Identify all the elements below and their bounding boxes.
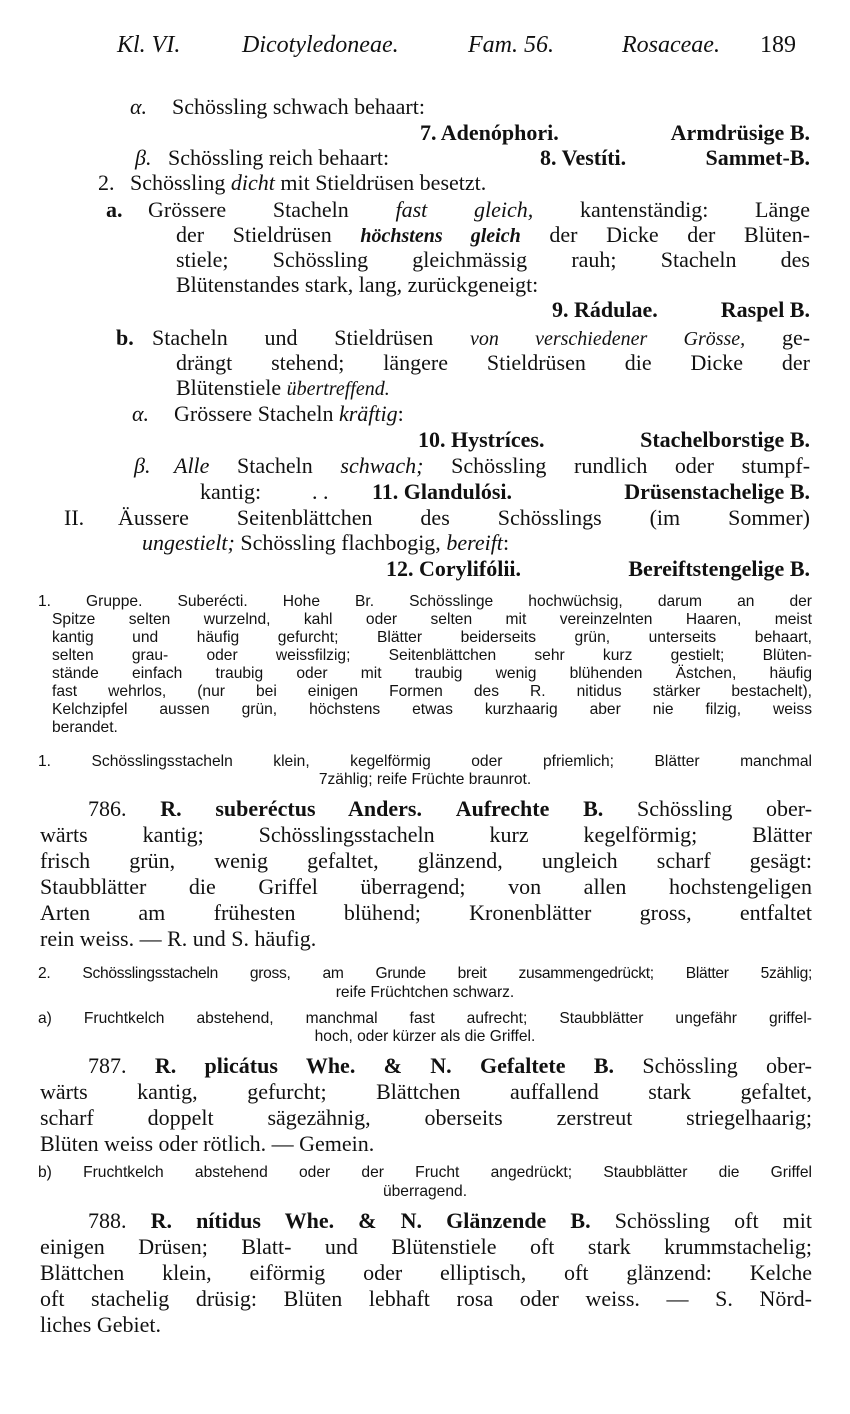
text-span: Schössling ober- <box>642 1053 812 1078</box>
species-line: liches Gebiet. <box>40 1312 161 1337</box>
text-span: ge- <box>781 325 811 350</box>
group-line: fast wehrlos, (nur bei einigen Formen des R. nitidus stärker bestachelt), <box>52 683 812 700</box>
group-line: 1. Gruppe. Suberécti. Hohe Br. Schösslinge hochwüchsig, darum an der <box>38 593 812 610</box>
taxon-name: 7. Adenóphori. <box>420 120 559 145</box>
key-text <box>148 199 810 221</box>
taxon-german-name: Raspel B. <box>720 297 810 322</box>
key-marker: α. <box>130 94 148 119</box>
emphasis-text: fast gleich, <box>395 197 534 222</box>
key-marker: α. <box>132 401 150 426</box>
text-span: Grössere Stacheln <box>148 197 349 222</box>
taxon-name: 9. Rádulae. <box>552 297 658 322</box>
taxon-german-name: Bereiftstengelige B. <box>628 556 810 581</box>
key-text <box>174 403 404 425</box>
subgroup-line: hoch, oder kürzer als die Griffel. <box>314 1028 536 1045</box>
species-line: scharf doppelt sägezähnig, oberseits zerstreut striegelhaarig; <box>40 1105 812 1130</box>
text-span: Schössling flachbogig, <box>240 530 441 555</box>
key-text <box>176 377 390 399</box>
header-family: Fam. 56. <box>468 32 554 58</box>
species-number: 786. <box>88 796 127 821</box>
key-marker: II. <box>64 505 85 530</box>
text-span: Schössling rundlich oder stumpf- <box>451 453 811 478</box>
species-line: Staubblätter die Griffel überragend; von allen hochstengeligen <box>40 874 812 899</box>
key-text <box>174 455 810 477</box>
key-marker: a. <box>106 197 123 222</box>
group-line: selten grau- oder weissfilzig; Seitenblättchen sehr kurz gestielt; Blüten- <box>52 647 812 664</box>
page-number: 189 <box>760 32 796 58</box>
key-text <box>176 224 810 246</box>
text-span: Blütenstiele <box>176 375 282 400</box>
species-line: frisch grün, wenig gefaltet, glänzend, ungleich scharf gesägt: <box>40 848 812 873</box>
text-span: Grössere Stacheln <box>174 401 334 426</box>
emphasis-text: kräftig <box>338 401 398 426</box>
key-text: stiele; Schössling gleichmässig rauh; Stacheln des <box>176 247 810 272</box>
subgroup-line: überragend. <box>382 1183 468 1200</box>
key-text: Schössling schwach behaart: <box>172 94 425 119</box>
subgroup-line: a) Fruchtkelch abstehend, manchmal fast aufrecht; Staubblätter ungefähr griffel- <box>38 1010 812 1027</box>
species-number: 787. <box>88 1053 127 1078</box>
text-span: mit Stieldrüsen besetzt. <box>280 170 487 195</box>
subgroup-line: 2. Schösslingsstacheln gross, am Grunde breit zusammengedrückt; Blätter 5zählig; <box>38 965 812 982</box>
text-span: der Stieldrüsen <box>176 222 332 247</box>
species-line: wärts kantig; Schösslingsstacheln kurz kegelförmig; Blätter <box>40 822 812 847</box>
emphasis-text: Alle <box>174 453 210 478</box>
group-line: stände einfach traubig oder mit traubig wenig blühenden Ästchen, häufig <box>52 665 812 682</box>
key-marker: β. <box>135 145 152 170</box>
subgroup-line: 1. Schösslingsstacheln klein, kegelförmig oder pfriemlich; Blätter manchmal <box>38 753 812 770</box>
key-leader-dots: . . <box>312 479 329 504</box>
emphasis-text: bereift <box>446 530 503 555</box>
species-line <box>88 1210 812 1232</box>
species-german-name: Gefaltete B. <box>480 1053 615 1078</box>
subgroup-line: 7zählig; reife Früchte braunrot. <box>318 771 532 788</box>
header-class: Kl. VI. <box>117 32 181 58</box>
group-line: kantig und häufig gefurcht; Blätter beiderseits grün, unterseits behaart, <box>52 629 812 646</box>
taxon-german-name: Sammet-B. <box>705 145 810 170</box>
text-span: Stacheln und Stieldrüsen <box>152 325 434 350</box>
species-line: oft stachelig drüsig: Blüten lebhaft rosa oder weiss. — S. Nörd- <box>40 1286 812 1311</box>
group-line: Spitze selten wurzelnd, kahl oder selten mit vereinzelnten Haaren, meist <box>52 611 812 628</box>
text-span: kantenständig: Länge <box>580 197 811 222</box>
species-name: R. nítidus Whe. & N. <box>150 1208 422 1233</box>
species-german-name: Glänzende B. <box>446 1208 591 1233</box>
key-text: Blütenstandes stark, lang, zurückgeneigt: <box>176 272 539 297</box>
taxon-german-name: Armdrüsige B. <box>670 120 810 145</box>
species-line: Blättchen klein, eiförmig oder elliptisch, oft glänzend: Kelche <box>40 1260 812 1285</box>
taxon-german-name: Stachelborstige B. <box>640 427 810 452</box>
header-subclass: Dicotyledoneae. <box>242 32 399 58</box>
key-text <box>130 172 486 194</box>
emphasis-text: schwach; <box>340 453 424 478</box>
species-line: Arten am frühesten blühend; Kronenblätter gross, entfaltet <box>40 900 812 925</box>
key-marker: β. <box>134 453 151 478</box>
group-line: berandet. <box>52 719 118 736</box>
subgroup-line: reife Früchtchen schwarz. <box>335 984 515 1001</box>
header-family-name: Rosaceae. <box>622 32 720 58</box>
species-name: R. plicátus Whe. & N. <box>154 1053 452 1078</box>
text-span: Schössling <box>130 170 226 195</box>
species-number: 788. <box>88 1208 127 1233</box>
text-span: Stacheln <box>237 453 313 478</box>
species-line: wärts kantig, gefurcht; Blättchen auffallend stark gefaltet, <box>40 1079 812 1104</box>
key-text: drängt stehend; längere Stieldrüsen die Dicke der <box>176 350 810 375</box>
key-text <box>142 532 509 554</box>
key-text: kantig: <box>200 479 262 504</box>
text-span: der Dicke der Blüten- <box>549 222 810 247</box>
taxon-name: 12. Corylifólii. <box>386 556 522 581</box>
taxon-name: 8. Vestíti. <box>540 145 627 170</box>
text-span: : <box>397 401 404 426</box>
species-german-name: Aufrechte B. <box>455 796 604 821</box>
species-line: Blüten weiss oder rötlich. — Gemein. <box>40 1131 375 1156</box>
key-marker: 2. <box>98 170 115 195</box>
key-text: Schössling reich behaart: <box>168 145 390 170</box>
text-span: : <box>502 530 510 555</box>
taxon-name: 11. Glandulósi. <box>372 479 513 504</box>
species-line: einigen Drüsen; Blatt- und Blütenstiele oft stark krummstachelig; <box>40 1234 812 1259</box>
key-marker: b. <box>116 325 134 350</box>
species-line <box>88 1055 812 1077</box>
text-span: Schössling ober- <box>636 796 813 821</box>
species-name: R. suberéctus Anders. <box>160 796 422 821</box>
species-line <box>88 798 812 820</box>
text-span: Schössling oft mit <box>614 1208 812 1233</box>
taxon-name: 10. Hystríces. <box>418 427 545 452</box>
emphasis-text: übertreffend. <box>286 378 390 400</box>
emphasis-text: von verschiedener Grösse, <box>469 328 746 350</box>
emphasis-text: höchstens gleich <box>360 225 521 247</box>
emphasis-text: dicht <box>230 170 275 195</box>
key-text: Äussere Seitenblättchen des Schösslings (im Sommer) <box>118 505 810 530</box>
group-line: Kelchzipfel aussen grün, höchstens etwas kurzhaarig aber nie filzig, weiss <box>52 701 812 718</box>
key-text <box>152 327 810 349</box>
species-line: rein weiss. — R. und S. häufig. <box>40 926 317 951</box>
emphasis-text: ungestielt; <box>142 530 235 555</box>
taxon-german-name: Drüsenstachelige B. <box>624 479 810 504</box>
subgroup-line: b) Fruchtkelch abstehend oder der Frucht angedrückt; Staubblätter die Griffel <box>38 1164 812 1181</box>
